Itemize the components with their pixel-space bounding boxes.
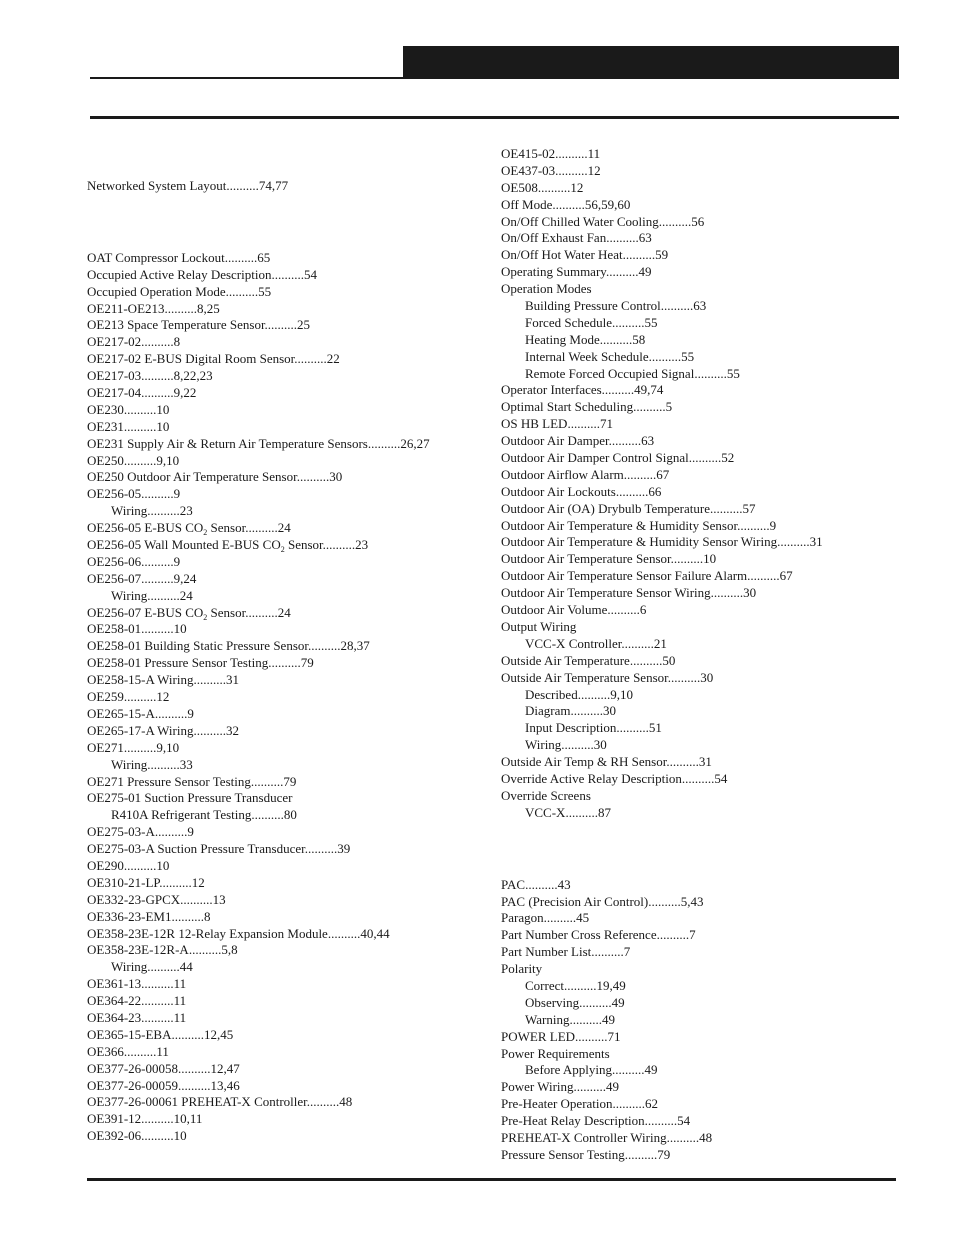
index-entry [87,436,430,453]
index-entry-text: PAC (Precision Air Control)..........5,43 [501,893,704,909]
index-entry-text: OE230..........10 [87,401,170,417]
index-entry [501,788,823,805]
index-entry-text: Described..........9,10 [525,686,633,702]
index-entry-text: OE437-03..........12 [501,162,601,178]
index-entry [501,214,823,231]
index-entry-text: VCC-X..........87 [525,804,611,820]
index-entry-text: OE217-03..........8,22,23 [87,368,213,384]
index-entry [87,385,430,402]
index-entry [87,841,430,858]
index-entry [501,484,823,501]
index-entry-text: Power Wiring..........49 [501,1079,620,1095]
index-entry-text: OE392-06..........10 [87,1128,187,1144]
index-entry-text: OE336-23-EM1..........8 [87,908,211,924]
index-entry [87,537,430,554]
index-entry-text: OE256-07 E-BUS CO [87,604,204,620]
index-entry [501,399,823,416]
index-entry-text: On/Off Exhaust Fan..........63 [501,230,652,246]
index-entry-text: OE358-23E-12R 12-Relay Expansion Module..........40,44 [87,925,390,941]
index-entry [501,163,823,180]
index-entry-text: POWER LED..........71 [501,1028,621,1044]
index-entry [87,672,430,689]
index-entry-text: OE377-26-00058..........12,47 [87,1060,240,1076]
index-entry [87,740,430,757]
index-entry [501,771,823,788]
index-entry-text: OE258-01 Building Static Pressure Sensor..........28,37 [87,638,370,654]
index-entry-text: Output Wiring [501,618,577,634]
subscript: 2 [203,528,208,538]
index-entry-text: OE361-13..........11 [87,976,187,992]
index-entry [501,551,823,568]
index-entry-text: Sensor..........23 [284,537,369,553]
index-entry [87,605,430,622]
index-entry-text: OS HB LED..........71 [501,416,613,432]
index-entry-text: Outdoor Air Damper..........63 [501,433,655,449]
index-entry [87,976,430,993]
footer-rule [87,1178,896,1181]
index-entry [87,178,430,195]
index-entry [87,351,430,368]
index-entry-text: OE256-07..........9,24 [87,570,197,586]
index-entry-text: OE231 Supply Air & Return Air Temperature Sensors..........26,27 [87,435,430,451]
index-entry [87,486,430,503]
index-entry-text: OE290..........10 [87,857,170,873]
index-entry-text: Internal Week Schedule..........55 [525,348,695,364]
index-subentry [87,503,430,520]
index-entry [501,230,823,247]
index-entry [87,942,430,959]
index-entry [501,653,823,670]
index-entry-text: Input Description..........51 [525,720,662,736]
index-entry-text: Outdoor Air Temperature Sensor Wiring..........30 [501,585,757,601]
index-entry [87,1061,430,1078]
index-entry [87,284,430,301]
header-bar [403,46,899,79]
index-entry [501,146,823,163]
index-subentry [501,1062,823,1079]
index-entry-text: OE231..........10 [87,418,170,434]
index-entry [501,927,823,944]
index-entry-text: OE332-23-GPCX..........13 [87,891,226,907]
index-entry-text: Forced Schedule..........55 [525,314,658,330]
index-entry-text: OE265-15-A..........9 [87,705,194,721]
index-subentry [501,366,823,383]
index-entry [87,1027,430,1044]
index-entry-text: OE258-15-A Wiring..........31 [87,672,239,688]
index-entry-text: OE258-01..........10 [87,621,187,637]
index-entry-text: Outdoor Airflow Alarm..........67 [501,466,670,482]
index-entry [501,501,823,518]
index-entry [87,402,430,419]
index-entry-text: Part Number Cross Reference..........7 [501,927,696,943]
index-entry-text: OAT Compressor Lockout..........65 [87,249,271,265]
index-entry-text: OE391-12..........10,11 [87,1111,203,1127]
index-entry [87,267,430,284]
index-subentry [501,687,823,704]
index-entry [87,723,430,740]
index-entry-text: OE377-26-00059..........13,46 [87,1077,240,1093]
index-entry-text: OE211-OE213..........8,25 [87,300,220,316]
index-column-right [501,146,823,1164]
index-entry [501,568,823,585]
index-entry [501,467,823,484]
index-entry-text: OE250 Outdoor Air Temperature Sensor..........30 [87,469,343,485]
index-subentry [501,315,823,332]
index-entry [87,317,430,334]
index-subentry [501,995,823,1012]
index-entry [501,877,823,894]
index-subentry [501,636,823,653]
header-rule-left [90,77,403,79]
index-entry [501,518,823,535]
index-entry-text: PAC..........43 [501,876,571,892]
subscript: 2 [280,545,285,555]
index-entry-text: OE213 Space Temperature Sensor..........25 [87,317,311,333]
index-entry [501,264,823,281]
index-entry-text: OE310-21-LP..........12 [87,874,205,890]
index-entry [87,993,430,1010]
index-entry-text: Outside Air Temperature Sensor..........30 [501,669,714,685]
index-entry [87,1010,430,1027]
index-entry [501,602,823,619]
index-subentry [501,349,823,366]
index-entry-text: Outside Air Temp & RH Sensor..........31 [501,754,712,770]
index-entry-text: OE275-03-A Suction Pressure Transducer..........39 [87,841,351,857]
index-entry [87,520,430,537]
index-entry-text: Part Number List..........7 [501,944,631,960]
index-entry-text: Override Screens [501,787,591,803]
header-rule [90,116,899,119]
index-entry-text: VCC-X Controller..........21 [525,635,667,651]
index-entry [501,416,823,433]
index-entry [501,961,823,978]
index-entry-text: OE256-06..........9 [87,553,181,569]
index-column-left [87,178,430,1145]
index-entry-text: Building Pressure Control..........63 [525,298,707,314]
index-entry-text: Heating Mode..........58 [525,331,646,347]
index-entry-text: OE275-01 Suction Pressure Transducer [87,790,293,806]
index-entry-text: Wiring..........30 [525,737,607,753]
index-entry [501,894,823,911]
index-entry-text: Pre-Heat Relay Description..........54 [501,1113,691,1129]
index-entry-text: Occupied Active Relay Description..........54 [87,266,317,282]
index-entry [87,469,430,486]
index-entry [501,197,823,214]
index-entry-text: OE364-22..........11 [87,993,187,1009]
index-entry-text: OE217-04..........9,22 [87,385,197,401]
index-entry [501,247,823,264]
index-entry-text: Sensor..........24 [207,604,291,620]
index-subentry [501,332,823,349]
index-entry-text: Outdoor Air Lockouts..........66 [501,483,662,499]
index-entry-text: Warning..........49 [525,1011,615,1027]
index-entry [87,926,430,943]
index-entry [501,382,823,399]
index-entry-text: OE415-02..........11 [501,146,601,161]
index-subentry [87,757,430,774]
index-entry-text: OE258-01 Pressure Sensor Testing..........79 [87,655,314,671]
index-entry [501,1046,823,1063]
index-entry [87,824,430,841]
index-entry-text: OE377-26-00061 PREHEAT-X Controller..........48 [87,1094,353,1110]
index-entry-text: OE256-05 E-BUS CO [87,520,204,536]
index-entry-text: Operating Summary..........49 [501,264,652,280]
index-entry-text: OE271..........9,10 [87,739,180,755]
index-entry [87,419,430,436]
index-entry-text: Optimal Start Scheduling..........5 [501,399,673,415]
index-entry [501,450,823,467]
index-entry [501,910,823,927]
index-entry [501,1029,823,1046]
index-subentry [501,703,823,720]
index-entry-text: Outdoor Air Damper Control Signal..........52 [501,450,735,466]
index-entry-text: OE358-23E-12R-A..........5,8 [87,942,238,958]
index-entry-text: On/Off Chilled Water Cooling..........56 [501,213,705,229]
index-entry [87,858,430,875]
index-entry [501,619,823,636]
index-subentry [501,805,823,822]
index-entry [87,909,430,926]
index-entry-text: OE259..........12 [87,689,170,705]
index-entry-text: Power Requirements [501,1045,610,1061]
index-subentry [501,298,823,315]
index-entry-text: Remote Forced Occupied Signal..........55 [525,365,740,381]
index-entry [501,754,823,771]
index-entry [87,453,430,470]
index-entry [87,621,430,638]
section-gap [87,195,430,250]
index-entry-text: Observing..........49 [525,994,625,1010]
index-entry [87,1111,430,1128]
index-entry-text: Sensor..........24 [207,520,291,536]
index-entry [501,180,823,197]
index-entry [501,281,823,298]
index-entry [87,774,430,791]
index-entry-text: Occupied Operation Mode..........55 [87,283,272,299]
index-entry-text: OE265-17-A Wiring..........32 [87,722,239,738]
index-entry-text: Outdoor Air Temperature Sensor Failure Alarm..........67 [501,568,793,584]
index-entry [87,334,430,351]
index-entry [501,534,823,551]
index-entry-text: OE508..........12 [501,179,584,195]
index-entry-text: Before Applying..........49 [525,1062,658,1078]
index-entry [87,892,430,909]
index-entry [501,1147,823,1164]
index-entry [87,706,430,723]
index-entry-text: R410A Refrigerant Testing..........80 [111,807,297,823]
index-subentry [87,959,430,976]
index-entry-text: Wiring..........23 [111,503,193,519]
index-entry [501,585,823,602]
index-entry-text: OE256-05 Wall Mounted E-BUS CO [87,537,281,553]
index-entry-text: Override Active Relay Description..........54 [501,770,728,786]
index-entry-text: OE250..........9,10 [87,452,180,468]
index-entry-text: OE217-02..........8 [87,334,181,350]
index-subentry [501,1012,823,1029]
index-entry [501,1079,823,1096]
index-entry-text: Operation Modes [501,281,592,297]
index-subentry [87,588,430,605]
index-entry [87,571,430,588]
index-entry [87,301,430,318]
index-entry-text: PREHEAT-X Controller Wiring..........48 [501,1129,713,1145]
index-entry-text: Polarity [501,961,543,977]
index-entry-text: Wiring..........33 [111,756,193,772]
index-entry-text: Wiring..........24 [111,587,193,603]
index-entry [501,670,823,687]
index-entry [87,638,430,655]
section-gap [501,822,823,877]
index-entry-text: OE366..........11 [87,1043,169,1059]
index-entry-text: Outdoor Air Temperature Sensor..........10 [501,551,717,567]
index-entry-text: On/Off Hot Water Heat..........59 [501,247,669,263]
index-entry-text: Diagram..........30 [525,703,616,719]
index-entry [87,554,430,571]
index-entry-text: Outdoor Air Temperature & Humidity Sensor..........9 [501,517,777,533]
index-subentry [87,807,430,824]
index-entry [87,1094,430,1111]
index-entry [501,1130,823,1147]
index-entry-text: Outdoor Air (OA) Drybulb Temperature..........57 [501,500,756,516]
index-entry [501,944,823,961]
index-entry-text: Pressure Sensor Testing..........79 [501,1146,671,1162]
index-entry-text: Paragon..........45 [501,910,590,926]
index-entry-text: OE256-05..........9 [87,486,181,502]
index-entry [87,875,430,892]
index-entry-text: Off Mode..........56,59,60 [501,196,631,212]
index-entry [87,1078,430,1095]
index-subentry [501,720,823,737]
index-entry [87,790,430,807]
index-entry [87,368,430,385]
index-entry-text: OE217-02 E-BUS Digital Room Sensor..........22 [87,351,340,367]
subscript: 2 [203,612,208,622]
index-entry-text: Networked System Layout..........74,77 [87,178,289,193]
index-entry [87,1128,430,1145]
index-entry-text: Outdoor Air Temperature & Humidity Sensor Wiring..........31 [501,534,823,550]
index-entry-text: OE271 Pressure Sensor Testing..........79 [87,773,297,789]
index-subentry [501,978,823,995]
index-entry-text: Correct..........19,49 [525,977,626,993]
index-entry-text: Pre-Heater Operation..........62 [501,1096,659,1112]
index-entry [501,1096,823,1113]
index-entry [87,655,430,672]
index-entry [501,1113,823,1130]
index-entry [87,1044,430,1061]
index-entry-text: Outdoor Air Volume..........6 [501,602,647,618]
index-subentry [501,737,823,754]
index-entry-text: OE364-23..........11 [87,1009,187,1025]
index-entry-text: Outside Air Temperature..........50 [501,652,676,668]
index-entry [87,689,430,706]
index-entry-text: Wiring..........44 [111,959,193,975]
index-entry-text: Operator Interfaces..........49,74 [501,382,664,398]
index-entry [87,250,430,267]
index-entry-text: OE365-15-EBA..........12,45 [87,1026,234,1042]
index-entry [501,433,823,450]
index-entry-text: OE275-03-A..........9 [87,824,194,840]
